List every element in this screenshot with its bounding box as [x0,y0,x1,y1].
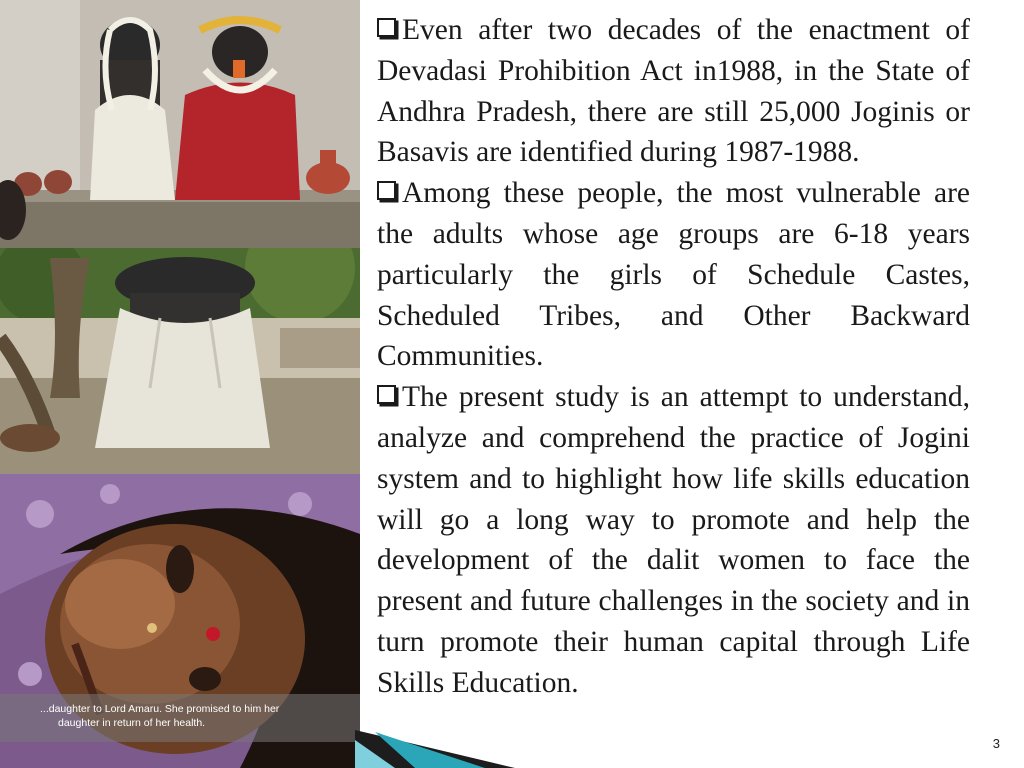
slide-body [377,10,970,704]
checkbox-bullet-icon [377,385,396,404]
photo-caption-line-2: daughter in return of her health. [58,717,206,729]
bullet-item [377,173,970,377]
decorative-chevrons [355,700,1024,768]
shrine-idols-illustration [0,0,360,248]
bullet-item [377,377,970,703]
photo-caption-line-1: ...daughter to Lord Amaru. She promised to him her [40,703,280,715]
bullet-item [377,10,970,173]
tree-shrine-photo [0,248,360,474]
checkbox-bullet-icon [377,181,396,200]
bullet-text: The present study is an attempt to understand, analyze and comprehend the practice of Jogini system and to highlight how life skills education will go a long way to promote and help the development of the dalit women to face the present and future challenges in the society and in turn promote their human capital through Life Skills Education. [377,381,970,699]
shrine-idols-photo [0,0,360,248]
tree-shrine-illustration [0,248,360,474]
page-number: 3 [992,736,1000,751]
bullet-text: Even after two decades of the enactment of Devadasi Prohibition Act in1988, in the State of Andhra Pradesh, there are still 25,000 Joginis or Basavis are identified during 1987-1988. [377,14,970,169]
checkbox-bullet-icon [377,18,396,37]
bullet-text: Among these people, the most vulnerable are the adults whose age groups are 6-18 years particularly the girls of Schedule Castes, Scheduled Tribes, and Other Backward Communities. [377,177,970,373]
